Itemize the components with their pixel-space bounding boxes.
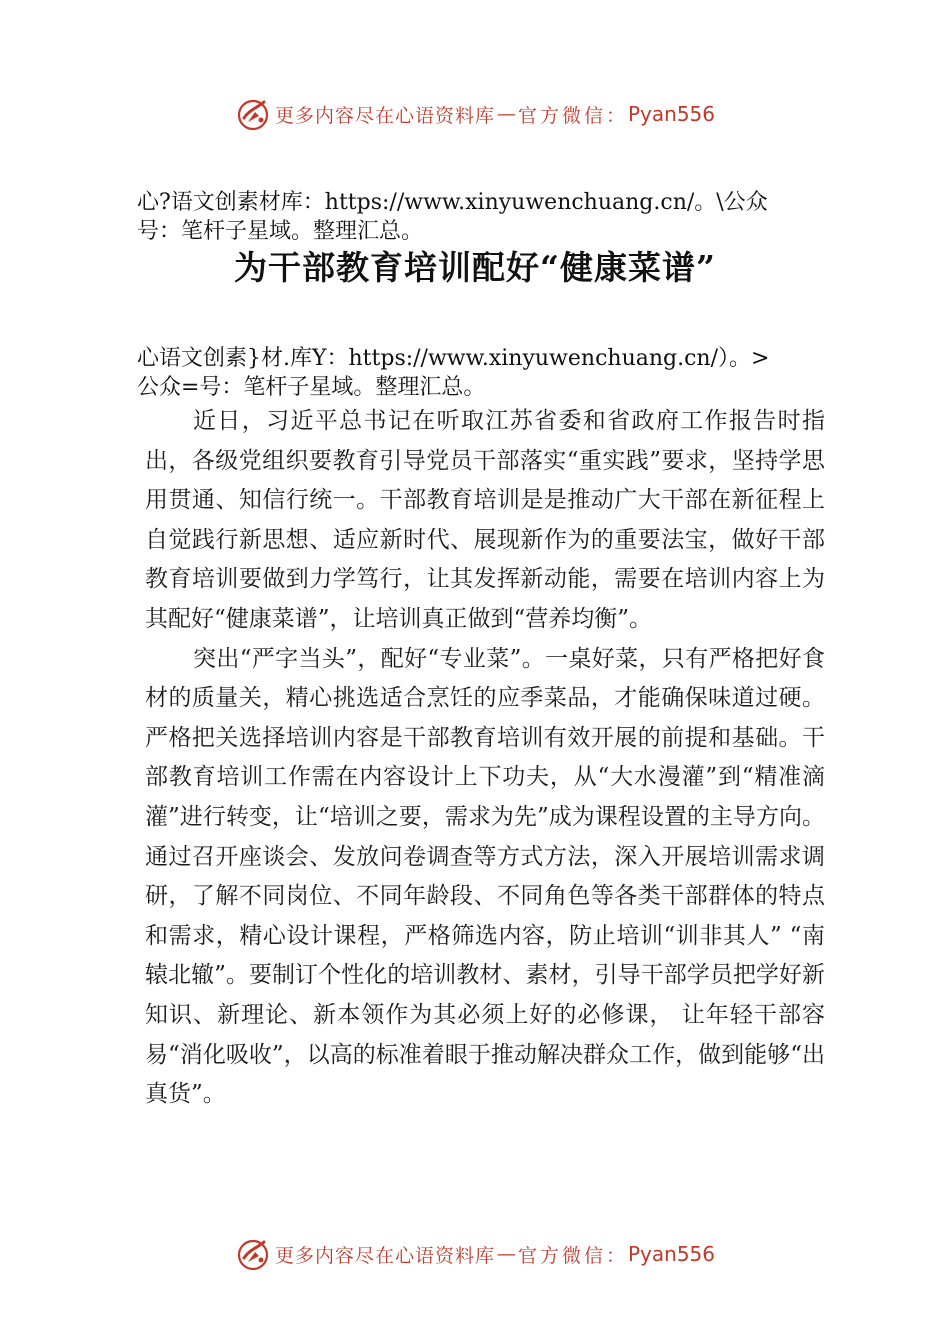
logo-icon bbox=[235, 1236, 271, 1272]
watermark-line: 心?语文创素材库：https://www.xinyuwenchuang.cn/。\公众 bbox=[137, 190, 768, 215]
header-banner bbox=[0, 94, 950, 134]
banner-separator: — bbox=[496, 1243, 516, 1265]
banner-text: 更多内容尽在心语资料库 bbox=[274, 1244, 495, 1267]
paragraph: 突出“严字当头”，配好“专业菜”。一桌好菜，只有严格把好食材的质量关，精心挑选适合烹饪的应季菜品，才能确保味道过硬。严格把关选择培训内容是干部教育培训有效开展的前提和基础。干部教育培训工作需在内容设计上下功夫，从“大水漫灌”到“精准滴灌”进行转变，让“培训之要，需求为先”成为课程设置的主导方向。通过召开座谈会、发放问卷调查等方式方法，深入开展培训需求调研，了解不同岗位、不同年龄段、不同角色等各类干部群体的特点和需求，精心设计课程，严格筛选内容，防止培训“训非其人” “南辕北辙”。要制订个性化的培训教材、素材，引导干部学员把学好新知识、新理论、新本领作为其必须上好的必修课， 让年轻干部容易“消化吸收”，以高的标准着眼于推动解决群众工作，做到能够“出真货”。 bbox=[145, 645, 825, 1108]
paragraph: 近日，习近平总书记在听取江苏省委和省政府工作报告时指出，各级党组织要教育引导党员干部落实“重实践”要求，坚持学思用贯通、知信行统一。干部教育培训是是推动广大干部在新征程上自觉践行新思想、适应新时代、展现新作为的重要法宝，做好干部教育培训要做到力学笃行，让其发挥新动能，需要在培训内容上为其配好“健康菜谱”，让培训真正做到“营养均衡”。 bbox=[145, 408, 825, 632]
watermark-top bbox=[137, 188, 837, 246]
banner-handle: Pyan556 bbox=[628, 102, 716, 126]
document-title: 为干部教育培训配好“健康菜谱” bbox=[234, 248, 716, 287]
watermark-mid bbox=[137, 344, 837, 402]
watermark-line: 号：笔杆子星域。整理汇总。 bbox=[137, 219, 424, 244]
banner-label: 官方微信： bbox=[517, 1244, 628, 1267]
banner-label: 官方微信： bbox=[517, 104, 628, 127]
watermark-line: 心语文创素}材.库Y：https://www.xinyuwenchuang.cn/）。> bbox=[137, 346, 770, 371]
banner-separator: — bbox=[496, 103, 516, 125]
document-body bbox=[145, 402, 825, 1115]
logo-icon bbox=[235, 96, 271, 132]
watermark-line: 公众=号：笔杆子星域。整理汇总。 bbox=[137, 375, 486, 400]
footer-banner bbox=[0, 1234, 950, 1274]
banner-handle: Pyan556 bbox=[628, 1242, 716, 1266]
banner-text: 更多内容尽在心语资料库 bbox=[274, 104, 495, 127]
